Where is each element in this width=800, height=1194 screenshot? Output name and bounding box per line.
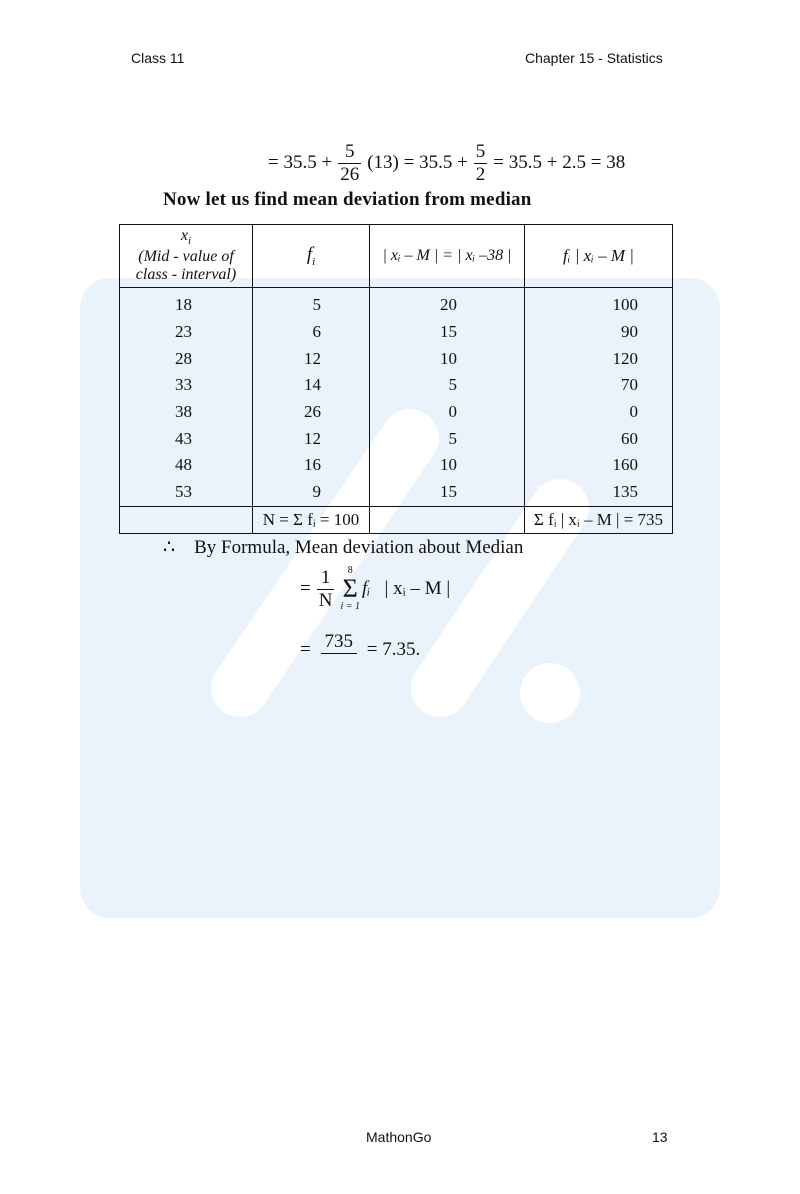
total-sum: Σ fᵢ | xᵢ – M | = 735 [525, 506, 673, 533]
eq-sign: = [493, 152, 504, 174]
cell-xi: 28 [120, 345, 253, 372]
cell-fi-abs-dev: 100 [525, 288, 673, 319]
cell-xi: 23 [120, 319, 253, 346]
cell-abs-dev: 10 [370, 345, 525, 372]
section-heading: Now let us find mean deviation from median [163, 189, 532, 210]
median-computation [268, 142, 625, 185]
cell-abs-dev: 15 [370, 319, 525, 346]
cell-fi: 12 [253, 425, 370, 452]
eq-sign: = [300, 639, 311, 661]
formula-intro [163, 536, 523, 559]
cell-fi: 9 [253, 479, 370, 506]
formula-abs: | xᵢ – M | [384, 578, 451, 599]
plus-sign: + [457, 152, 468, 174]
cell-fi-abs-dev: 90 [525, 319, 673, 346]
cell-fi-abs-dev: 120 [525, 345, 673, 372]
header-fi: $f_i$ [253, 225, 370, 288]
cell-abs-dev: 15 [370, 479, 525, 506]
header-xi: $x_i$ (Mid - value of class - interval) [120, 225, 253, 288]
cell-fi-abs-dev: 60 [525, 425, 673, 452]
fraction-5-26: $\frac{5}{26}$ [340, 141, 360, 185]
table-total-row [120, 506, 673, 533]
therefore-symbol: ∴ [163, 537, 176, 558]
cell-xi: 33 [120, 372, 253, 399]
summation: 8 Σ i = 1 [340, 565, 360, 612]
cell-fi-abs-dev: 0 [525, 399, 673, 426]
eq-sign: = [403, 152, 415, 174]
cell-fi: 12 [253, 345, 370, 372]
plus-sign: + [546, 152, 558, 174]
eq-term: 35.5 [508, 152, 542, 174]
cell-fi: 5 [253, 288, 370, 319]
formula-intro-text: By Formula, Mean deviation about Median [194, 537, 524, 558]
table-row [120, 372, 673, 399]
total-n: N = Σ fᵢ = 100 [253, 506, 370, 533]
fraction-5-2: $\frac{5}{2}$ [475, 141, 486, 185]
eq-term: (13) [367, 152, 399, 174]
eq-sign: = [366, 639, 378, 661]
table-row [120, 319, 673, 346]
mean-deviation-result [300, 632, 420, 669]
cell-abs-dev: 20 [370, 288, 525, 319]
header-fi-abs-dev: fᵢ | xᵢ – M | [525, 225, 673, 288]
header-class: Class 11 [131, 50, 185, 66]
cell-xi: 53 [120, 479, 253, 506]
table-header-row [120, 225, 673, 288]
fraction-1-n: $\frac{1}{N}$ [318, 566, 333, 611]
eq-term: 35.5 [283, 152, 317, 174]
cell-xi: 48 [120, 452, 253, 479]
cell-fi: 6 [253, 319, 370, 346]
eq-term: 2.5 [562, 152, 586, 174]
cell-xi: 38 [120, 399, 253, 426]
total-empty-cell [120, 506, 253, 533]
plus-sign: + [321, 152, 333, 174]
cell-fi-abs-dev: 70 [525, 372, 673, 399]
cell-fi: 16 [253, 452, 370, 479]
eq-term: 35.5 [419, 152, 453, 174]
eq-result: 38 [606, 152, 626, 174]
cell-fi-abs-dev: 135 [525, 479, 673, 506]
cell-xi: 18 [120, 288, 253, 319]
table-row [120, 399, 673, 426]
fraction-735: 735 [321, 632, 357, 669]
footer-brand: MathonGo [366, 1129, 432, 1145]
header-chapter: Chapter 15 - Statistics [525, 50, 663, 66]
table-row [120, 479, 673, 506]
cell-fi: 14 [253, 372, 370, 399]
table-row [120, 345, 673, 372]
mean-deviation-formula [300, 566, 450, 612]
cell-fi-abs-dev: 160 [525, 452, 673, 479]
total-empty-cell [370, 506, 525, 533]
table-row [120, 425, 673, 452]
table-row [120, 288, 673, 319]
cell-fi: 26 [253, 399, 370, 426]
header-abs-dev: | xᵢ – M | = | xᵢ –38 | [370, 225, 525, 288]
deviation-table [119, 224, 672, 534]
page-number: 13 [652, 1129, 668, 1145]
formula-result: 7.35. [382, 639, 421, 661]
eq-sign: = [590, 152, 602, 174]
cell-abs-dev: 5 [370, 372, 525, 399]
cell-xi: 43 [120, 425, 253, 452]
cell-abs-dev: 5 [370, 425, 525, 452]
cell-abs-dev: 0 [370, 399, 525, 426]
formula-term: fᵢ [361, 578, 371, 599]
table-row [120, 452, 673, 479]
eq-sign: = [268, 152, 279, 174]
eq-sign: = [300, 578, 311, 599]
cell-abs-dev: 10 [370, 452, 525, 479]
